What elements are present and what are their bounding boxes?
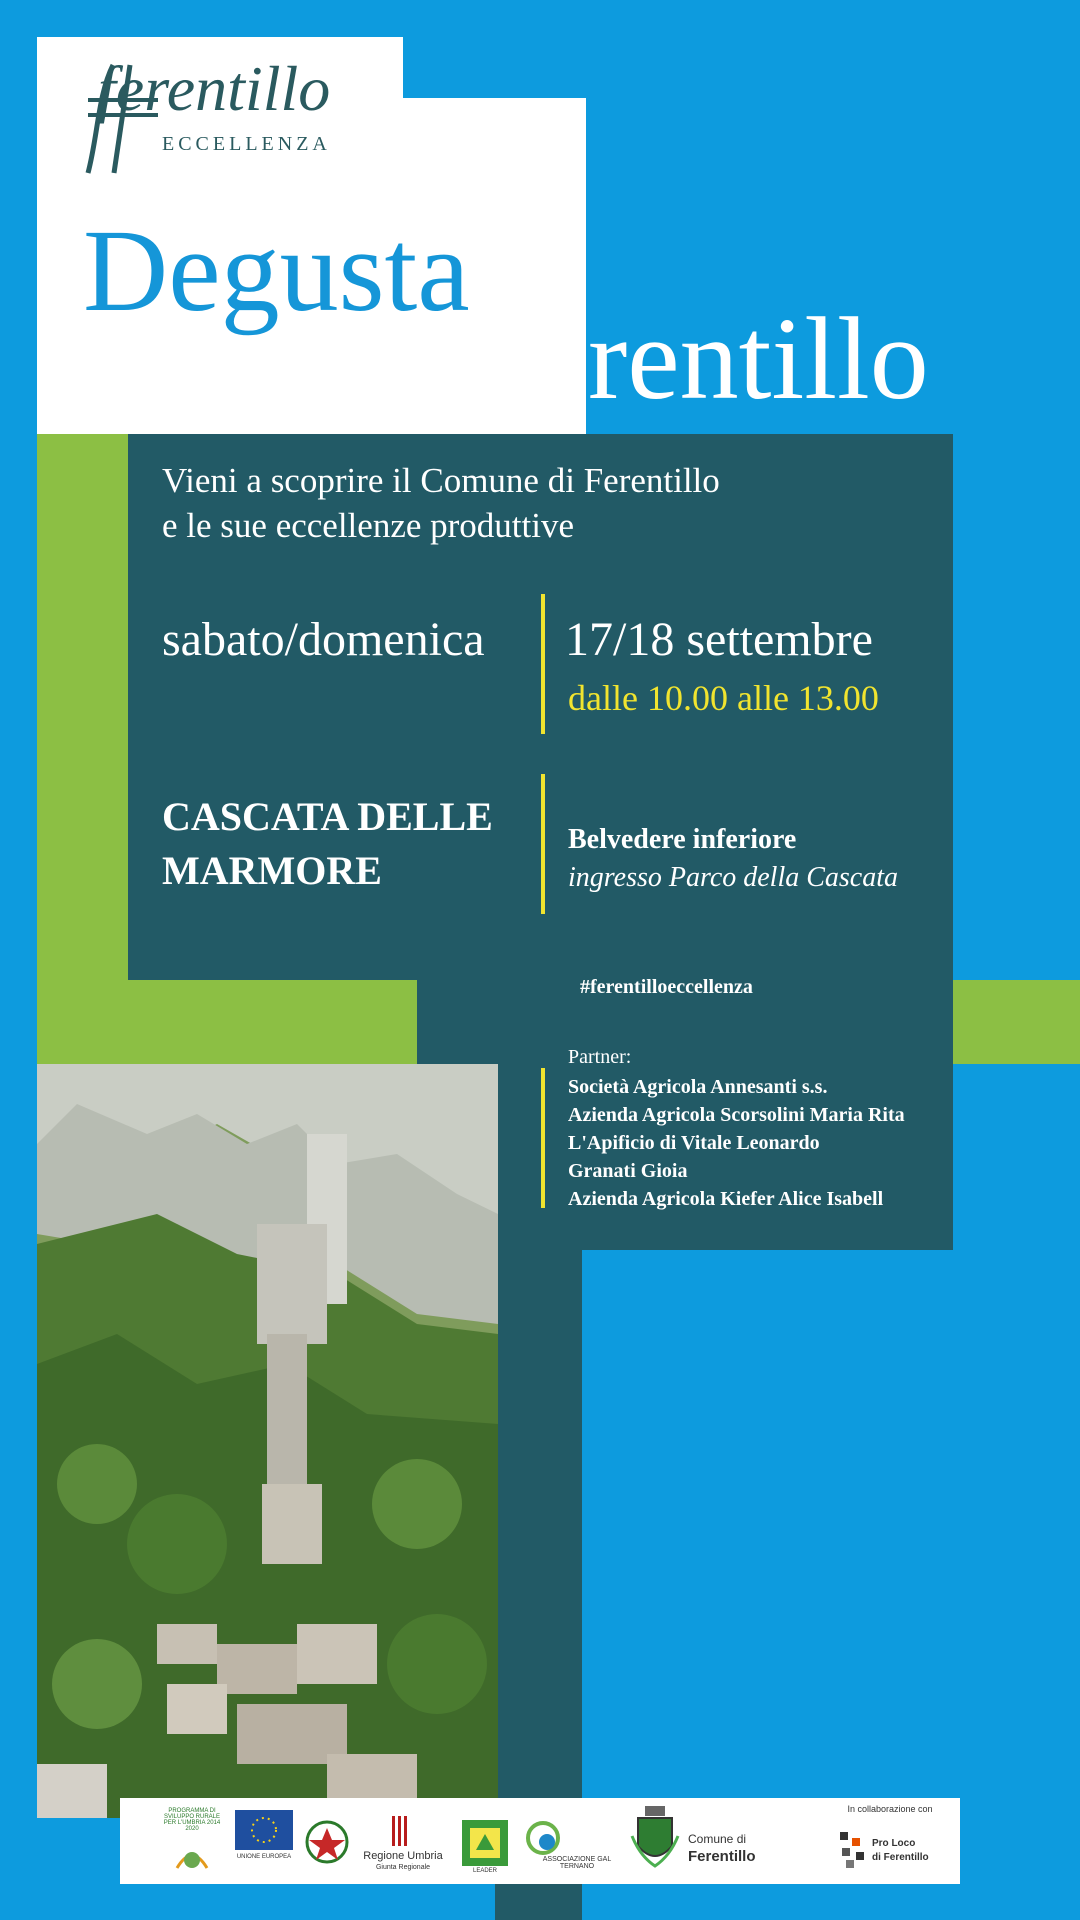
title-line-2: Ferentillo xyxy=(470,293,929,424)
yellow-divider xyxy=(541,774,545,914)
regione-label: Regione Umbria xyxy=(363,1850,443,1862)
comune-line-1: Comune di xyxy=(688,1832,747,1846)
partner-item: Granati Gioia xyxy=(568,1160,688,1182)
partner-label: Partner: xyxy=(568,1046,632,1068)
place-line-2: MARMORE xyxy=(162,848,382,893)
event-days: sabato/domenica xyxy=(162,613,485,666)
sponsor-footer xyxy=(120,1798,960,1884)
yellow-divider xyxy=(541,1068,545,1208)
pro-loco-line-1: Pro Loco xyxy=(872,1838,916,1849)
green-band-right xyxy=(953,980,1080,1064)
hashtag: #ferentilloeccellenza xyxy=(580,976,753,998)
logo-wordmark: ferentillo xyxy=(98,53,331,124)
pro-loco-icon xyxy=(836,1828,870,1872)
logo-subtitle: ECCELLENZA xyxy=(162,133,331,155)
partner-item: Azienda Agricola Scorsolini Maria Rita xyxy=(568,1104,905,1126)
regione-umbria-icon xyxy=(390,1816,410,1846)
partner-item: Società Agricola Annesanti s.s. xyxy=(568,1076,828,1098)
yellow-divider xyxy=(541,594,545,734)
comune-crest-icon xyxy=(630,1806,680,1872)
place-line-1: CASCATA DELLE xyxy=(162,794,493,839)
collab-label: In collaborazione con xyxy=(847,1804,933,1814)
partner-item: L'Apificio di Vitale Leonardo xyxy=(568,1132,820,1154)
event-hours: dalle 10.00 alle 13.00 xyxy=(568,678,879,718)
partner-list xyxy=(568,1073,905,1213)
title-line-1: Degusta xyxy=(83,205,470,336)
village-photo xyxy=(37,1064,498,1818)
event-place xyxy=(162,790,493,898)
comune-line-2: Ferentillo xyxy=(688,1848,756,1865)
psr-logo: PROGRAMMA DI SVILUPPO RURALE PER L'UMBRIA 2014 2020 xyxy=(163,1808,221,1832)
venue-name: Belvedere inferiore xyxy=(568,824,797,855)
eu-label: UNIONE EUROPEA xyxy=(236,1854,292,1860)
intro-line-1: Vieni a scoprire il Comune di Ferentillo xyxy=(162,461,720,500)
leader-icon xyxy=(462,1820,508,1866)
gal-label: ASSOCIAZIONE GAL TERNANO xyxy=(542,1856,612,1870)
gal-ternano-icon xyxy=(525,1820,561,1856)
event-dates: 17/18 settembre xyxy=(565,613,873,666)
leader-label: LEADER xyxy=(472,1868,497,1874)
psr-wheat-icon xyxy=(172,1838,212,1873)
eu-flag-icon xyxy=(235,1810,293,1850)
regione-sub: Giunta Regionale xyxy=(375,1864,431,1871)
venue-entrance: ingresso Parco della Cascata xyxy=(568,862,899,893)
pro-loco-line-2: di Ferentillo xyxy=(872,1852,929,1863)
intro-line-2: e le sue eccellenze produttive xyxy=(162,506,575,545)
partner-item: Azienda Agricola Kiefer Alice Isabell xyxy=(568,1188,884,1210)
italy-emblem-icon xyxy=(305,1818,349,1866)
header-notch xyxy=(403,37,586,98)
